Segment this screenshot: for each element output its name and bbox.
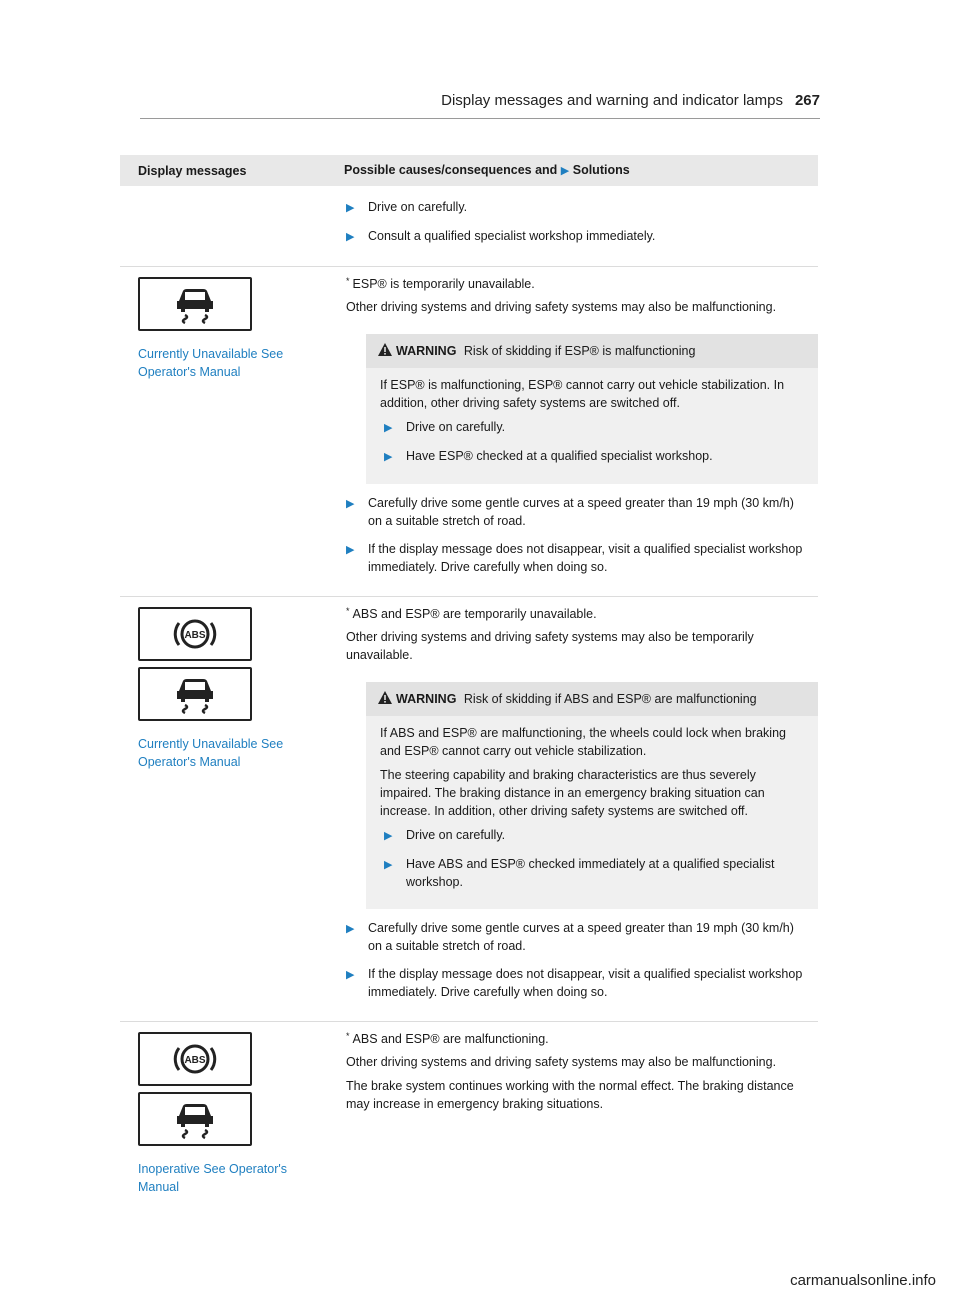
table-row — [120, 597, 818, 1022]
abs-circle-icon — [138, 607, 252, 661]
note-text: Other driving systems and driving safety systems may also be malfunctioning. — [346, 1055, 777, 1069]
esp-skid-car-icon — [138, 667, 252, 721]
watermark-text: carmanualsonline.info — [790, 1272, 936, 1289]
arrow-icon: ▶ — [384, 451, 393, 463]
display-message-text: Inoperative See Operator's Manual — [138, 1162, 287, 1194]
solution-step: ▶ If the display message does not disappear, visit a qualified specialist workshop immediately. Drive carefully when doing so. — [346, 542, 803, 574]
warning-triangle-icon — [378, 691, 392, 704]
col-header-display-messages: Display messages — [120, 155, 332, 186]
warning-header — [366, 682, 818, 716]
arrow-icon: ▶ — [384, 422, 393, 434]
solution-step: ▶ Drive on carefully. — [384, 826, 804, 845]
note-text: The brake system continues working with the normal effect. The braking distance may increase in emergency braking situations. — [346, 1079, 794, 1111]
warning-title: Risk of skidding if ABS and ESP® are malfunctioning — [463, 692, 757, 706]
solution-step: ▶ Drive on carefully. — [346, 198, 804, 217]
warning-box — [366, 682, 818, 909]
table-row — [120, 267, 818, 597]
table-row — [120, 1022, 818, 1207]
arrow-icon: ▶ — [384, 859, 393, 871]
note-text: Other driving systems and driving safety systems may also be temporarily unavailable. — [346, 630, 754, 662]
warning-body: If ESP® is malfunctioning, ESP® cannot carry out vehicle stabilization. In addition, other driving safety systems are switched off. — [380, 378, 785, 410]
col-header-causes-text: Possible causes/consequences and — [344, 163, 558, 177]
page-number: 267 — [794, 92, 820, 109]
arrow-icon: ▶ — [346, 231, 355, 243]
warning-box — [366, 334, 818, 484]
warning-triangle-icon — [378, 343, 392, 356]
solution-step: ▶ Have ESP® checked at a qualified specialist workshop. — [384, 447, 804, 466]
display-messages-table — [120, 155, 818, 1206]
solution-step: ▶ Carefully drive some gentle curves at a speed greater than 19 mph (30 km/h) on a suitable stretch of road. — [346, 496, 794, 528]
warning-body: The steering capability and braking characteristics are thus severely impaired. The braking distance in an emergency braking situation can increase. In addition, other driving safety systems are switched off. — [380, 768, 765, 818]
svg-text:ABS: ABS — [184, 630, 206, 641]
warning-header — [366, 334, 818, 368]
warning-label: WARNING — [396, 344, 457, 358]
warning-body: If ABS and ESP® are malfunctioning, the wheels could lock when braking and ESP® cannot carry out vehicle stabilization. — [380, 726, 786, 758]
table-header-row — [120, 155, 818, 186]
warning-title: Risk of skidding if ESP® is malfunctioning — [463, 344, 696, 358]
solution-step: ▶ Have ABS and ESP® checked immediately at a qualified specialist workshop. — [384, 857, 775, 889]
col-header-solutions-text: Solutions — [572, 163, 630, 177]
warning-label: WARNING — [396, 692, 457, 706]
note-text: Other driving systems and driving safety systems may also be malfunctioning. — [346, 300, 777, 314]
abs-circle-icon — [138, 1032, 252, 1086]
arrow-icon: ▶ — [346, 544, 355, 556]
arrow-icon: ▶ — [346, 969, 355, 981]
esp-skid-car-icon — [138, 277, 252, 331]
solution-step: ▶ If the display message does not disappear, visit a qualified specialist workshop immediately. Drive carefully when doing so. — [346, 967, 803, 999]
solution-step: ▶ Consult a qualified specialist workshop immediately. — [346, 227, 804, 246]
cause-text: * ABS and ESP® are temporarily unavailable. — [346, 606, 597, 621]
section-title: Display messages and warning and indicator lamps — [441, 92, 783, 109]
svg-text:ABS: ABS — [184, 1055, 206, 1066]
table-row — [120, 186, 818, 267]
arrow-icon: ▶ — [384, 830, 393, 842]
solution-step: ▶ Carefully drive some gentle curves at a speed greater than 19 mph (30 km/h) on a suitable stretch of road. — [346, 921, 794, 953]
arrow-icon: ▶ — [560, 165, 570, 177]
esp-skid-car-icon — [138, 1092, 252, 1146]
display-message-text: Currently Unavailable See Operator's Manual — [138, 737, 284, 769]
cause-text: * ESP® is temporarily unavailable. — [346, 276, 535, 291]
col-header-causes — [332, 155, 818, 186]
arrow-icon: ▶ — [346, 202, 355, 214]
page-header — [140, 92, 820, 119]
arrow-icon: ▶ — [346, 923, 355, 935]
arrow-icon: ▶ — [346, 498, 355, 510]
solution-step: ▶ Drive on carefully. — [384, 418, 804, 437]
display-message-text: Currently Unavailable See Operator's Manual — [138, 347, 284, 379]
cause-text: * ABS and ESP® are malfunctioning. — [346, 1031, 549, 1046]
